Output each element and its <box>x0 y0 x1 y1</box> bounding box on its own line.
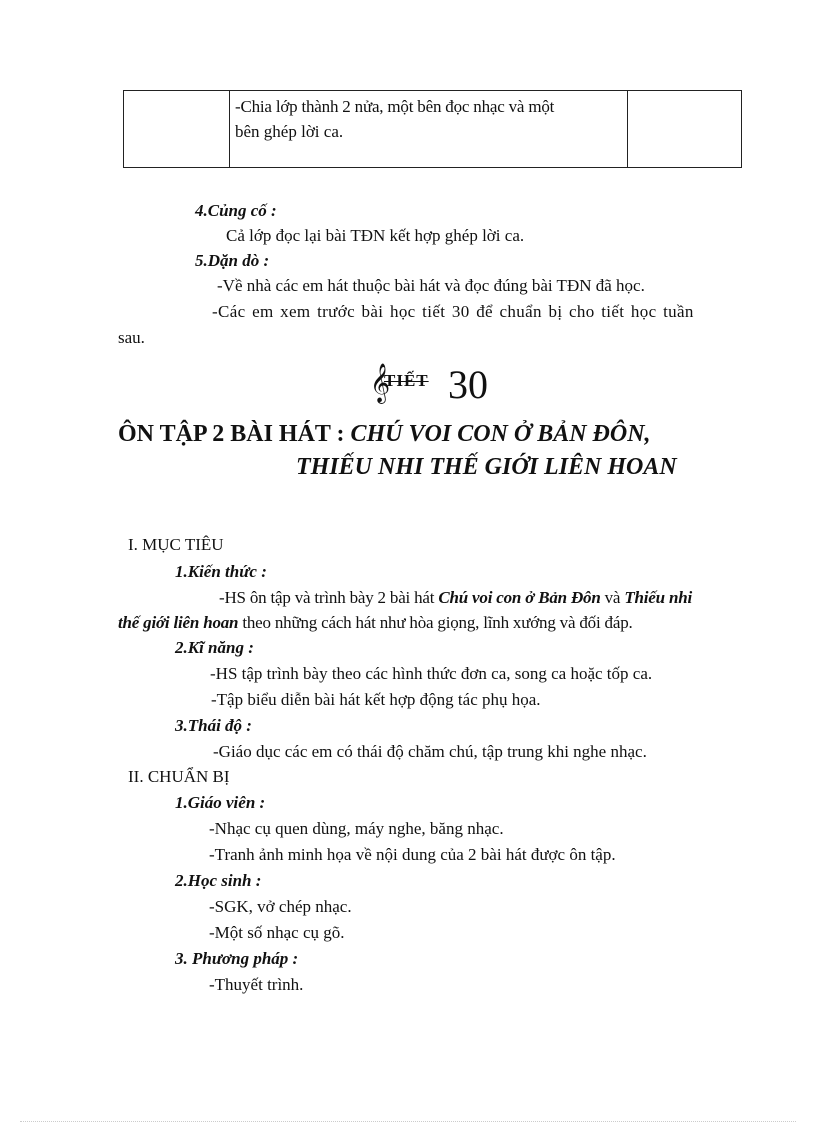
skills-heading: 2.Kĩ năng : <box>175 638 254 657</box>
teacher-line: -Tranh ảnh minh họa về nội dung của 2 bài hát được ôn tập. <box>209 845 616 864</box>
lesson-title-prefix: ÔN TẬP 2 BÀI HÁT : <box>118 421 351 447</box>
knowledge-text: theo những cách hát như hòa giọng, lĩnh xướng và đối đáp. <box>238 613 633 632</box>
consolidate-heading: 4.Củng cố : <box>195 201 277 220</box>
treble-clef-icon: 𝄞 <box>370 363 391 403</box>
knowledge-song2: thế giới liên hoan <box>118 613 239 632</box>
teacher-line: -Nhạc cụ quen dùng, máy nghe, băng nhạc. <box>209 819 504 838</box>
knowledge-line <box>219 587 692 609</box>
students-line: -Một số nhạc cụ gõ. <box>209 923 345 942</box>
tiet-number: 30 <box>448 362 488 407</box>
method-heading: 3. Phương pháp : <box>175 949 299 968</box>
table-column-divider <box>627 91 628 167</box>
knowledge-song1: Chú voi con ở Bản Đôn <box>438 588 601 607</box>
students-line: -SGK, vở chép nhạc. <box>209 897 352 916</box>
attitude-line: -Giáo dục các em có thái độ chăm chú, tập trung khi nghe nhạc. <box>213 742 647 761</box>
homework-heading: 5.Dặn dò : <box>195 251 270 270</box>
lesson-table <box>123 90 742 168</box>
attitude-heading: 3.Thái độ : <box>175 716 252 735</box>
method-line: -Thuyết trình. <box>209 975 304 994</box>
tiet-label: TIẾT <box>384 371 429 390</box>
homework-line: -Về nhà các em hát thuộc bài hát và đọc đúng bài TĐN đã học. <box>217 276 645 295</box>
skills-line: -HS tập trình bày theo các hình thức đơn ca, song ca hoặc tốp ca. <box>210 664 653 683</box>
lesson-title-line2: THIẾU NHI THẾ GIỚI LIÊN HOAN <box>296 454 677 480</box>
knowledge-heading: 1.Kiến thức : <box>175 562 267 581</box>
knowledge-text: và <box>600 588 625 607</box>
homework-line: sau. <box>118 328 145 347</box>
objectives-heading: I. MỤC TIÊU <box>128 535 224 554</box>
homework-line: -Các em xem trước bài học tiết 30 để chuẩn bị cho tiết học tuần <box>212 302 694 321</box>
lesson-title-song1: CHÚ VOI CON Ở BẢN ĐÔN, <box>350 421 651 447</box>
preparation-heading: II. CHUẨN BỊ <box>128 767 230 786</box>
students-heading: 2.Học sinh : <box>175 871 262 890</box>
knowledge-song2: Thiếu nhi <box>624 588 692 607</box>
consolidate-text: Cả lớp đọc lại bài TĐN kết hợp ghép lời ca. <box>226 226 525 245</box>
skills-line: -Tập biểu diễn bài hát kết hợp động tác phụ họa. <box>211 690 541 709</box>
teacher-heading: 1.Giáo viên : <box>175 793 266 812</box>
table-cell-line: bên ghép lời ca. <box>235 122 344 141</box>
knowledge-line <box>118 612 633 634</box>
table-column-divider <box>229 91 230 167</box>
lesson-title-line1 <box>118 419 651 449</box>
table-cell-line: -Chia lớp thành 2 nửa, một bên đọc nhạc và một <box>235 97 555 116</box>
knowledge-text: -HS ôn tập và trình bày 2 bài hát <box>219 588 439 607</box>
page-bottom-divider <box>20 1121 796 1122</box>
